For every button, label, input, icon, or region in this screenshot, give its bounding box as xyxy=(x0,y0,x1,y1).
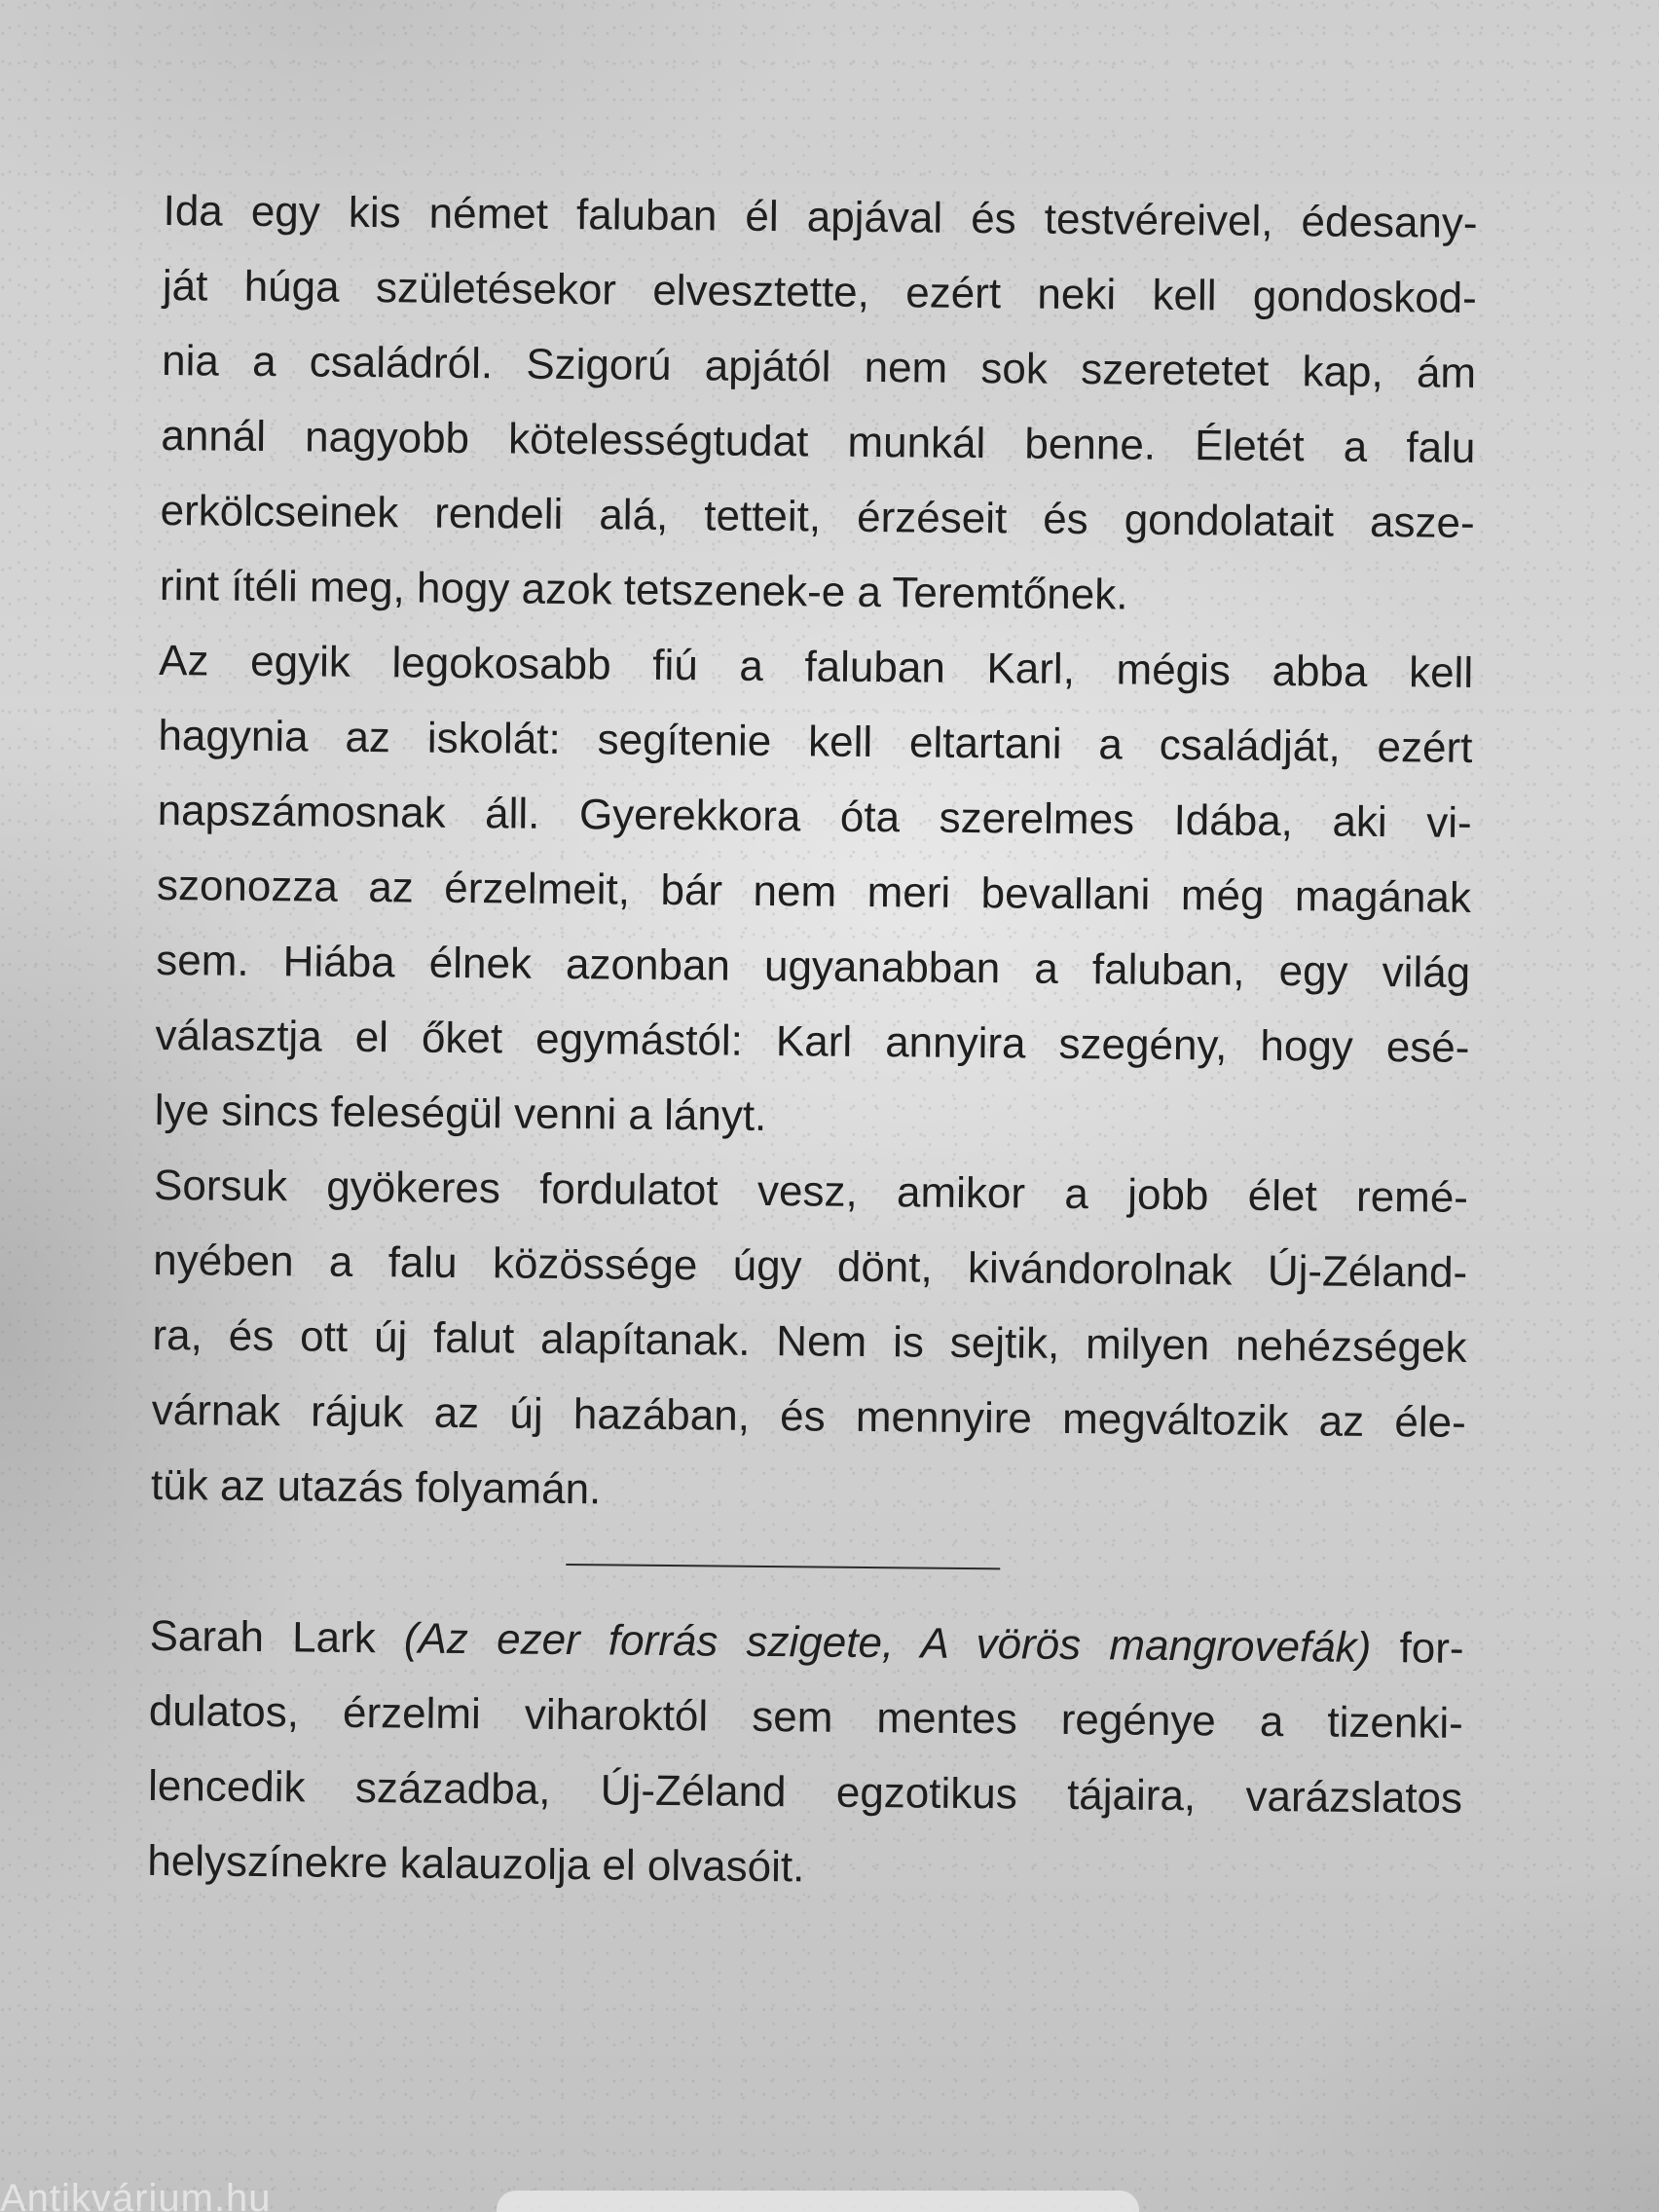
paragraph-3 xyxy=(151,1148,1469,1535)
text-line: lye sincs feleségül venni a lányt. xyxy=(154,1086,767,1140)
text-line: sem. Hiába élnek azonban ugyanabban a faluban, egy világ xyxy=(156,936,1471,997)
text-line: napszámosnak áll. Gyerekkora óta szerelmes Idába, aki vi- xyxy=(157,786,1472,847)
text-line: választja el őket egymástól: Karl annyira szegény, hogy esé- xyxy=(155,1011,1470,1072)
text-line: helyszínekre kalauzolja el olvasóit. xyxy=(147,1836,805,1892)
text-line: Ida egy kis német faluban él apjával és testvéreivel, édesany- xyxy=(163,186,1478,247)
text-line: ját húga születésekor elvesztette, ezért neki kell gondoskod- xyxy=(162,261,1478,322)
text-line: annál nagyobb kötelességtudat munkál benne. Életét a falu xyxy=(161,411,1476,472)
text-line: ra, és ott új falut alapítanak. Nem is sejtik, milyen nehézségek xyxy=(152,1310,1467,1372)
bottom-overlay-bar xyxy=(497,2191,1139,2212)
divider-rule xyxy=(566,1564,1000,1569)
text-fragment: for- xyxy=(1399,1624,1464,1673)
text-line: dulatos, érzelmi viharoktól sem mentes regénye a tizenki- xyxy=(148,1686,1464,1748)
paragraph-2 xyxy=(154,623,1473,1161)
text-line: Sorsuk gyökeres fordulatot vesz, amikor a jobb élet remé- xyxy=(153,1161,1469,1222)
text-line: erkölcseinek rendeli alá, tetteit, érzéseit és gondolatait asze- xyxy=(160,486,1475,547)
author-blurb xyxy=(147,1599,1464,1911)
text-line: várnak rájuk az új hazában, és mennyire megváltozik az éle- xyxy=(151,1385,1466,1447)
watermark-text: Antikvárium.hu xyxy=(0,2177,272,2212)
text-line: tük az utazás folyamán. xyxy=(150,1460,602,1514)
text-line: hagynia az iskolát: segítenie kell eltartani a családját, ezért xyxy=(158,711,1473,772)
text-line: Az egyik legokosabb fiú a faluban Karl, mégis abba kell xyxy=(158,636,1474,697)
text-line: szonozza az érzelmeit, bár nem meri bevallani még magának xyxy=(156,861,1472,922)
text-line: rint ítéli meg, hogy azok tetszenek-e a Teremtőnek. xyxy=(159,561,1128,619)
synopsis-text-block xyxy=(147,173,1478,1911)
text-line: nia a családról. Szigorú apjától nem sok szeretetet kap, ám xyxy=(161,336,1477,397)
paragraph-1 xyxy=(160,173,1478,636)
author-blurb-first-line xyxy=(149,1599,1464,1686)
text-line: nyében a falu közössége úgy dönt, kivándorolnak Új-Zéland- xyxy=(153,1235,1468,1297)
other-titles: (Az ezer forrás szigete, A vörös mangrovefák) xyxy=(403,1614,1372,1672)
text-line: lencedik századba, Új-Zéland egzotikus tájaira, varázslatos xyxy=(147,1761,1463,1823)
author-name: Sarah Lark xyxy=(149,1611,376,1663)
